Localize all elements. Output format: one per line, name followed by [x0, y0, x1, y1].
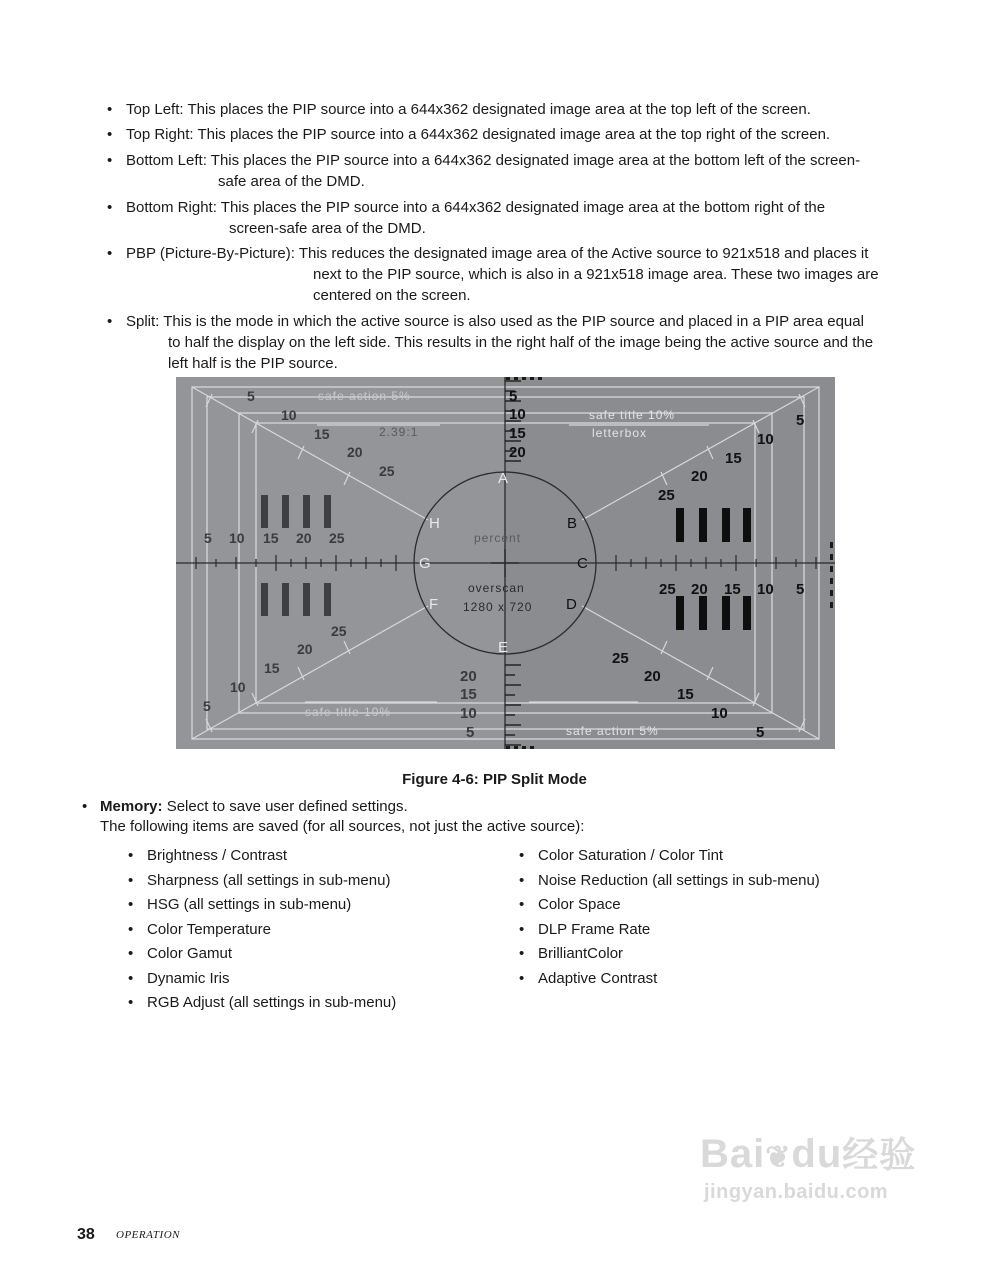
- memory-desc: Select to save user defined settings.: [166, 798, 408, 815]
- scale-label: 25: [329, 530, 345, 546]
- circle-letter: G: [419, 555, 431, 572]
- scale-label: 5: [466, 724, 475, 741]
- circle-letter: B: [567, 515, 578, 532]
- scale-label: 15: [264, 660, 280, 676]
- scale-label: 15: [460, 686, 477, 703]
- scale-label: 20: [691, 468, 708, 485]
- memory-title: Memory:: [100, 798, 163, 815]
- list-item: Sharpness (all settings in sub-menu): [147, 872, 391, 889]
- scale-label: 10: [229, 530, 245, 546]
- scale-label: 10: [757, 431, 774, 448]
- safe-title-label: safe title 10%: [305, 705, 392, 719]
- list-item: DLP Frame Rate: [538, 921, 651, 938]
- watermark: Bai❦du经验 jingyan.baidu.com: [700, 1132, 917, 1203]
- safe-action-label: safe action 5%: [318, 389, 411, 403]
- safe-action-label: safe action 5%: [566, 724, 659, 738]
- scale-label: 15: [314, 426, 330, 442]
- scale-label: 10: [230, 679, 246, 695]
- scale-label: 20: [347, 444, 363, 460]
- scale-label: 5: [509, 388, 518, 405]
- scale-label: 10: [711, 705, 728, 722]
- scale-label: 25: [612, 650, 629, 667]
- list-item: Color Saturation / Color Tint: [538, 847, 724, 864]
- scale-label: 5: [203, 698, 211, 714]
- percent-label: percent: [474, 531, 522, 545]
- list-item: Color Space: [538, 896, 621, 913]
- aspect-ratio-label: 2.39:1: [379, 425, 419, 439]
- list-item: Color Gamut: [147, 945, 233, 962]
- pip-split-figure: [176, 377, 835, 749]
- scale-label: 25: [658, 487, 675, 504]
- scale-label: 20: [691, 581, 708, 598]
- scale-label: 15: [263, 530, 279, 546]
- scale-label: 10: [509, 406, 526, 423]
- safe-title-label: safe title 10%: [589, 408, 676, 422]
- section-label: OPERATION: [116, 1229, 180, 1241]
- scale-label: 20: [644, 668, 661, 685]
- circle-letter: H: [429, 515, 440, 532]
- scale-label: 5: [796, 581, 805, 598]
- scale-label: 10: [460, 705, 477, 722]
- figure-caption: Figure 4-6: PIP Split Mode: [402, 771, 587, 788]
- scale-label: 20: [509, 444, 526, 461]
- scale-label: 5: [756, 724, 765, 741]
- list-item: BrilliantColor: [538, 945, 624, 962]
- test-pattern: [176, 377, 835, 749]
- scale-label: 10: [757, 581, 774, 598]
- list-item: Color Temperature: [147, 921, 271, 938]
- scale-label: 20: [460, 668, 477, 685]
- circle-letter: D: [566, 596, 577, 613]
- page-number: 38: [77, 1226, 95, 1243]
- scale-label: 5: [204, 530, 212, 546]
- scale-label: 15: [724, 581, 741, 598]
- list-item: Adaptive Contrast: [538, 970, 658, 987]
- list-item: Noise Reduction (all settings in sub-menu): [538, 872, 820, 889]
- circle-letter: F: [429, 596, 439, 613]
- scale-label: 5: [247, 388, 255, 404]
- scale-label: 25: [659, 581, 676, 598]
- scale-label: 25: [331, 623, 347, 639]
- scale-label: 20: [296, 530, 312, 546]
- scale-label: 15: [509, 425, 526, 442]
- scale-label: 15: [725, 450, 742, 467]
- circle-letter: A: [498, 470, 509, 487]
- resolution-label: 1280 x 720: [463, 600, 533, 614]
- scale-label: 10: [281, 407, 297, 423]
- scale-label: 15: [677, 686, 694, 703]
- circle-letter: E: [498, 639, 509, 656]
- circle-letter: C: [577, 555, 588, 572]
- scale-label: 5: [796, 412, 805, 429]
- overscan-label: overscan: [468, 581, 525, 595]
- list-item: HSG (all settings in sub-menu): [147, 896, 352, 913]
- letterbox-label: letterbox: [592, 426, 648, 440]
- list-item: Dynamic Iris: [147, 970, 230, 987]
- memory-desc2: The following items are saved (for all sources, not just the active source):: [100, 818, 585, 835]
- list-item: Brightness / Contrast: [147, 847, 288, 864]
- list-item: RGB Adjust (all settings in sub-menu): [147, 994, 397, 1011]
- scale-label: 20: [297, 641, 313, 657]
- scale-label: 25: [379, 463, 395, 479]
- paw-icon: ❦: [765, 1141, 792, 1174]
